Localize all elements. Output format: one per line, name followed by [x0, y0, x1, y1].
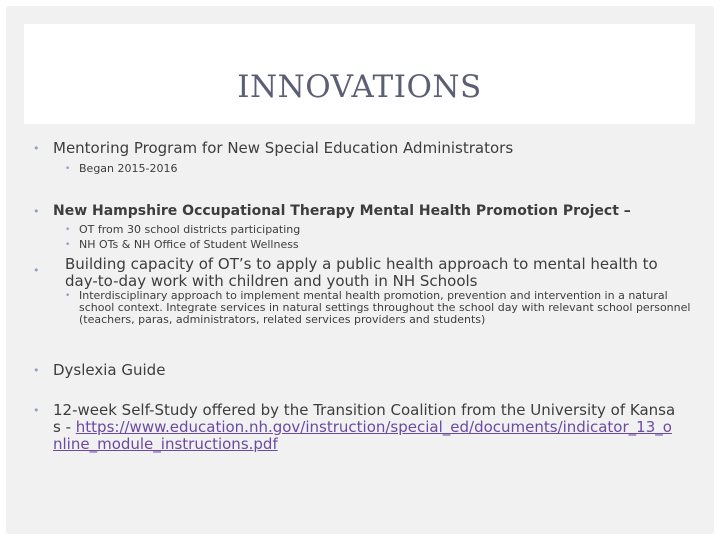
list-item-nhot: [33, 203, 673, 220]
slide: [6, 6, 714, 534]
sub-item-interdisciplinary: [65, 289, 697, 326]
sub-item-wellness: [65, 238, 694, 251]
bullet-icon: •: [65, 225, 71, 235]
bullet-icon: •: [65, 240, 71, 250]
bullet-icon: •: [33, 404, 40, 417]
sub-item-text: NH OTs & NH Office of Student Wellness: [79, 238, 299, 251]
slide-content: [6, 6, 714, 534]
list-item-text: Dyslexia Guide: [53, 361, 166, 379]
bullet-icon: •: [65, 164, 71, 174]
bullet-icon: •: [33, 142, 40, 155]
list-item-capacity: [33, 255, 665, 290]
bullet-icon: •: [65, 291, 71, 301]
bullet-icon: •: [33, 205, 40, 218]
list-item-dyslexia: [33, 361, 673, 379]
list-item-text: New Hampshire Occupational Therapy Mental Health Promotion Project –: [53, 203, 631, 219]
list-item-mentoring: [33, 139, 673, 157]
sub-item-text: Interdisciplinary approach to implement mental health promotion, prevention and intervention in a natural school context. Integrate services in natural settings throughout the school day with relevant school personnel (teachers, paras, administrators, related services providers and students): [79, 289, 691, 326]
list-item-text: Building capacity of OT’s to apply a public health approach to mental health to day-to-day work with children and youth in NH Schools: [65, 255, 658, 290]
sub-item-ot-districts: [65, 223, 694, 236]
list-item-text: 12-week Self-Study offered by the Transition Coalition from the University of Kansas -: [53, 401, 676, 436]
list-item-text: Mentoring Program for New Special Education Administrators: [53, 139, 514, 157]
bullet-icon: •: [33, 364, 40, 377]
sub-item-text: Began 2015-2016: [79, 162, 178, 175]
sub-item-began: [65, 162, 694, 175]
slide-title: INNOVATIONS: [237, 69, 482, 105]
list-item-selfstudy: [33, 401, 678, 453]
module-instructions-link[interactable]: https://www.education.nh.gov/instruction/special_ed/documents/indicator_13_online_module_instructions.pdf: [53, 418, 672, 453]
sub-item-text: OT from 30 school districts participating: [79, 223, 301, 236]
bullet-icon: •: [33, 264, 40, 277]
